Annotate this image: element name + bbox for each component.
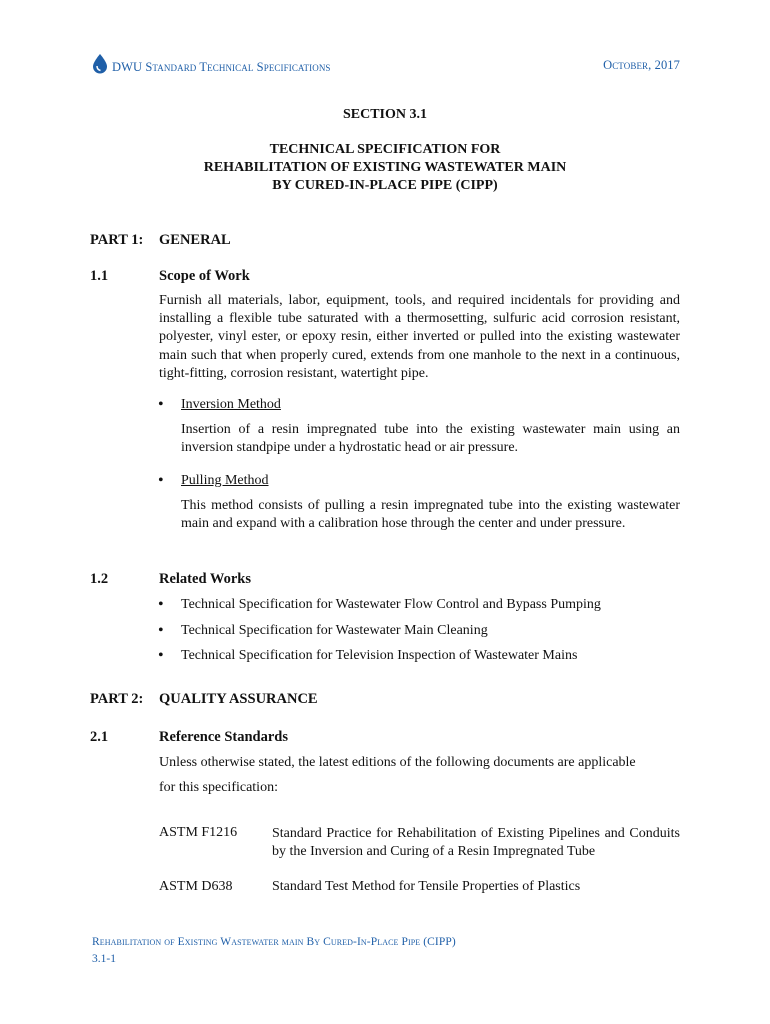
part1-title: GENERAL (159, 232, 231, 248)
bullet-icon: • (158, 596, 164, 613)
scope-paragraph: Furnish all materials, labor, equipment, tools, and required incidentals for providing and installing a flexible tube saturated with a thermosetting, sulfuric acid corrosion resistant, polyester, vinyl ester, or epoxy resin, either inverted or pulled into the existing wastewater main such that when properly cured, extends from one manhole to the next in a continuous, tight-fitting, corrosion resistant, watertight pipe. (159, 293, 680, 381)
inversion-method-title: Inversion Method (181, 397, 281, 412)
water-drop-logo-icon (92, 54, 108, 74)
header-org-title: DWU Standard Technical Specifications (112, 60, 331, 74)
footer-page-number: 3.1-1 (92, 953, 116, 965)
section-1-2-title: Related Works (159, 571, 251, 587)
title-line-1: TECHNICAL SPECIFICATION FOR (269, 142, 501, 157)
related-work-item: Technical Specification for Television Inspection of Wastewater Mains (181, 648, 578, 663)
pulling-method-title: Pulling Method (181, 473, 269, 488)
standard-description: Standard Practice for Rehabilitation of Existing Pipelines and Conduits by the Inversion and Curing of a Resin Impregnated Tube (272, 826, 680, 860)
bullet-icon: • (158, 647, 164, 664)
part2-title: QUALITY ASSURANCE (159, 691, 318, 707)
standard-code: ASTM F1216 (159, 825, 238, 840)
section-1-2-number: 1.2 (90, 571, 109, 587)
title-line-2: REHABILITATION OF EXISTING WASTEWATER MAIN (203, 160, 567, 175)
header-date: October, 2017 (603, 58, 680, 72)
page-header-left (92, 52, 331, 75)
bullet-icon: • (158, 396, 164, 413)
pulling-method-body: This method consists of pulling a resin impregnated tube into the existing wastewater main and expand with a calibration hose through the center and under pressure. (181, 498, 680, 532)
part1-label: PART 1: (90, 232, 144, 248)
bullet-icon: • (158, 472, 164, 489)
reference-intro-line-1: Unless otherwise stated, the latest editions of the following documents are applicable (159, 755, 636, 770)
inversion-method-body: Insertion of a resin impregnated tube into the existing wastewater main using an inversion standpipe under a hydrostatic head or air pressure. (181, 422, 680, 456)
section-1-1-title: Scope of Work (159, 268, 250, 284)
section-2-1-title: Reference Standards (159, 729, 289, 745)
footer-document-title: Rehabilitation of Existing Wastewater main By Cured-In-Place Pipe (CIPP) (92, 936, 456, 948)
section-number: SECTION 3.1 (342, 107, 428, 122)
section-2-1-number: 2.1 (90, 729, 109, 745)
section-1-1-number: 1.1 (90, 268, 109, 284)
reference-intro-line-2: for this specification: (159, 780, 278, 795)
page-footer (92, 934, 456, 968)
related-work-item: Technical Specification for Wastewater Main Cleaning (181, 623, 488, 638)
standard-description: Standard Test Method for Tensile Properties of Plastics (272, 879, 581, 894)
related-work-item: Technical Specification for Wastewater Flow Control and Bypass Pumping (181, 597, 601, 612)
part2-label: PART 2: (90, 691, 144, 707)
bullet-icon: • (158, 622, 164, 639)
standard-code: ASTM D638 (159, 879, 233, 894)
title-line-3: BY CURED-IN-PLACE PIPE (CIPP) (272, 178, 498, 193)
